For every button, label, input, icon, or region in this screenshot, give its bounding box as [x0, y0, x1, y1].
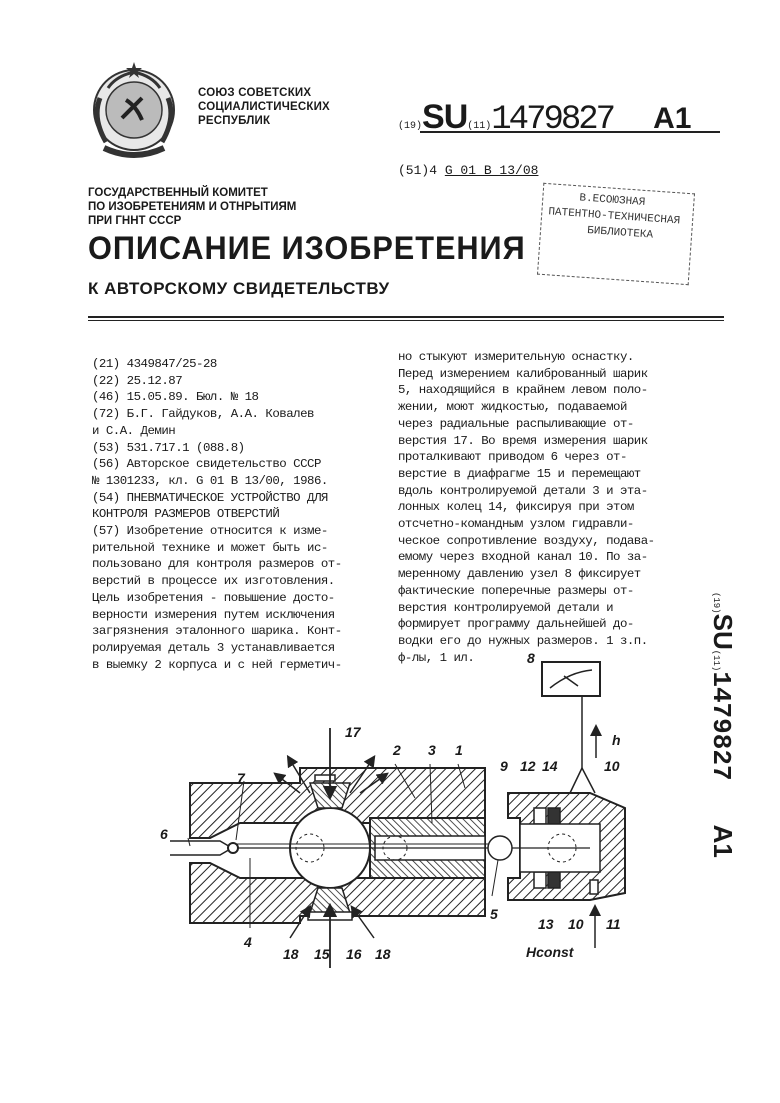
ring-12: [534, 808, 546, 824]
side-code-11: (11): [711, 649, 721, 672]
text-line: верстий в процессе их изготовления.: [92, 574, 335, 589]
text-line: и С.А. Демин: [92, 423, 176, 438]
ipc-code: G 01 B 13/08: [444, 163, 539, 178]
text-line: (22) 25.12.87: [92, 373, 183, 388]
country-code: SU: [422, 98, 468, 136]
label-10-bottom: 10: [568, 916, 584, 932]
text-line: жении, моют жидкостью, подаваемой: [398, 400, 627, 415]
ussr-emblem: [86, 58, 182, 168]
label-10-top: 10: [604, 758, 620, 774]
text-line: в выемку 2 корпуса и с ней герметич-: [92, 657, 342, 672]
label-18-right: 18: [375, 946, 391, 962]
country-line: СОЦИАЛИСТИЧЕСКИХ: [198, 101, 330, 113]
label-6: 6: [160, 826, 168, 842]
text-line: проталкивают приводом 6 через от-: [398, 450, 627, 465]
label-15: 15: [314, 946, 330, 962]
committee-line: ГОСУДАРСТВЕННЫЙ КОМИТЕТ: [88, 187, 268, 199]
country-line: СОЮЗ СОВЕТСКИХ: [198, 87, 312, 99]
header-rule: [88, 316, 724, 318]
drive-rod-6: [170, 841, 232, 855]
text-line: фактические поперечные размеры от-: [398, 583, 634, 598]
side-code-19: (19): [711, 592, 721, 614]
ball-5: [488, 836, 512, 860]
text-line: ческое сопротивление воздуху, подава-: [398, 533, 655, 548]
label-18-left: 18: [283, 946, 299, 962]
label-17: 17: [345, 724, 361, 740]
ipc-prefix: (51)4: [398, 163, 438, 178]
committee-line: ПРИ ГННТ СССР: [88, 215, 182, 227]
text-line: (72) Б.Г. Гайдуков, А.А. Ковалев: [92, 407, 314, 422]
label-12: 12: [520, 758, 536, 774]
label-8: 8: [527, 650, 535, 666]
text-line: пользовано для контроля размеров от-: [92, 557, 342, 572]
text-line: меренному давлению узел 8 фиксирует: [398, 567, 641, 582]
ring-14b: [548, 872, 560, 888]
text-line: формирует программу дальнейшей до-: [398, 617, 634, 632]
ring-14a: [548, 808, 560, 824]
label-2: 2: [393, 742, 401, 758]
text-line: Цель изобретения - повышение досто-: [92, 590, 335, 605]
text-line: КОНТРОЛЯ РАЗМЕРОВ ОТВЕРСТИЙ: [92, 507, 280, 522]
committee-line: ПО ИЗОБРЕТЕНИЯМ И ОТНРЫТИЯМ: [88, 201, 297, 213]
document-subtitle: К АВТОРСКОМУ СВИДЕТЕЛЬСТВУ: [88, 279, 390, 298]
text-line: (54) ПНЕВМАТИЧЕСКОЕ УСТРОЙСТВО ДЛЯ: [92, 490, 328, 505]
text-line: отсчетно-командным узлом гидравли-: [398, 517, 634, 532]
text-line: водки его до нужных размеров. 1 з.п.: [398, 633, 648, 648]
ring-13: [534, 872, 546, 888]
country-line: РЕСПУБЛИК: [198, 115, 271, 127]
stamp-line: БИБЛИОТЕКА: [586, 224, 654, 242]
label-h: h: [612, 732, 621, 748]
text-line: но стыкуют измерительную оснастку.: [398, 350, 634, 364]
label-9: 9: [500, 758, 508, 774]
side-number: 1479827: [706, 671, 736, 781]
text-line: Перед измерением калиброванный шарик: [398, 366, 648, 381]
label-3: 3: [428, 742, 436, 758]
label-4: 4: [244, 934, 252, 950]
bibliographic-column: [92, 356, 342, 673]
text-line: (53) 531.717.1 (088.8): [92, 440, 245, 455]
document-title: ОПИСАНИЕ ИЗОБРЕТЕНИЯ: [88, 230, 526, 266]
valve-top: [315, 775, 335, 781]
text-line: (57) Изобретение относится к изме-: [92, 524, 328, 539]
abstract-column: [398, 349, 655, 666]
text-line: (56) Авторское свидетельство СССР: [92, 457, 321, 472]
text-line: (21) 4349847/25-28: [92, 357, 217, 371]
library-stamp: [537, 183, 695, 285]
patent-number: 1479827: [491, 101, 614, 139]
label-7: 7: [237, 770, 245, 786]
channel-11: [590, 880, 598, 894]
text-line: (46) 15.05.89. Бюл. № 18: [92, 390, 259, 405]
ball-7: [228, 843, 238, 853]
side-kind: A1: [708, 824, 738, 858]
label-11: 11: [606, 916, 621, 932]
label-1: 1: [455, 742, 463, 758]
label-13: 13: [538, 916, 554, 932]
text-line: верности измерения путем исключения: [92, 607, 335, 622]
committee-name: [88, 186, 296, 228]
unit-8: [542, 662, 600, 696]
ipc-classification: [398, 163, 538, 178]
side-number-text: [706, 592, 738, 858]
label-16: 16: [346, 946, 362, 962]
text-line: № 1301233, кл. G 01 B 13/00, 1986.: [92, 473, 328, 488]
code-11: (11): [467, 121, 492, 132]
text-line: верстия 17. Во время измерения шарик: [398, 433, 648, 448]
text-line: емому через входной канал 10. По за-: [398, 550, 648, 565]
text-line: верстие в диафрагме 15 и перемещают: [398, 466, 641, 481]
header-rule-thin: [88, 320, 724, 321]
text-line: загрязнения эталонного шарика. Конт-: [92, 624, 342, 639]
text-line: ролируемая деталь 3 устанавливается: [92, 640, 335, 655]
text-line: ф-лы, 1 ил.: [398, 650, 475, 665]
text-line: вдоль контролируемой детали 3 и эта-: [398, 483, 648, 498]
label-hconst: Нconst: [526, 944, 574, 960]
side-country-code: SU: [708, 613, 738, 650]
number-underline: [420, 131, 720, 133]
text-line: рительной технике и может быть ис-: [92, 540, 328, 555]
text-line: лонных колец 14, фиксируя при этом: [398, 500, 634, 515]
label-14: 14: [542, 758, 558, 774]
stamp-line: В.ЕСОЮЗНАЯ: [578, 192, 646, 209]
stamp-line: ПАТЕНТНО-ТЕХНИЧЕСНАЯ: [547, 206, 681, 228]
text-line: через радиальные распыливающие от-: [398, 416, 634, 431]
text-line: верстия контролируемой детали и: [398, 600, 614, 615]
code-19: (19): [398, 121, 423, 132]
text-line: 5, находящийся в крайнем левом поло-: [398, 383, 648, 398]
side-patent-number: [708, 592, 768, 912]
kind-code: A1: [653, 102, 692, 135]
label-5: 5: [490, 906, 498, 922]
country-name: [198, 86, 330, 128]
